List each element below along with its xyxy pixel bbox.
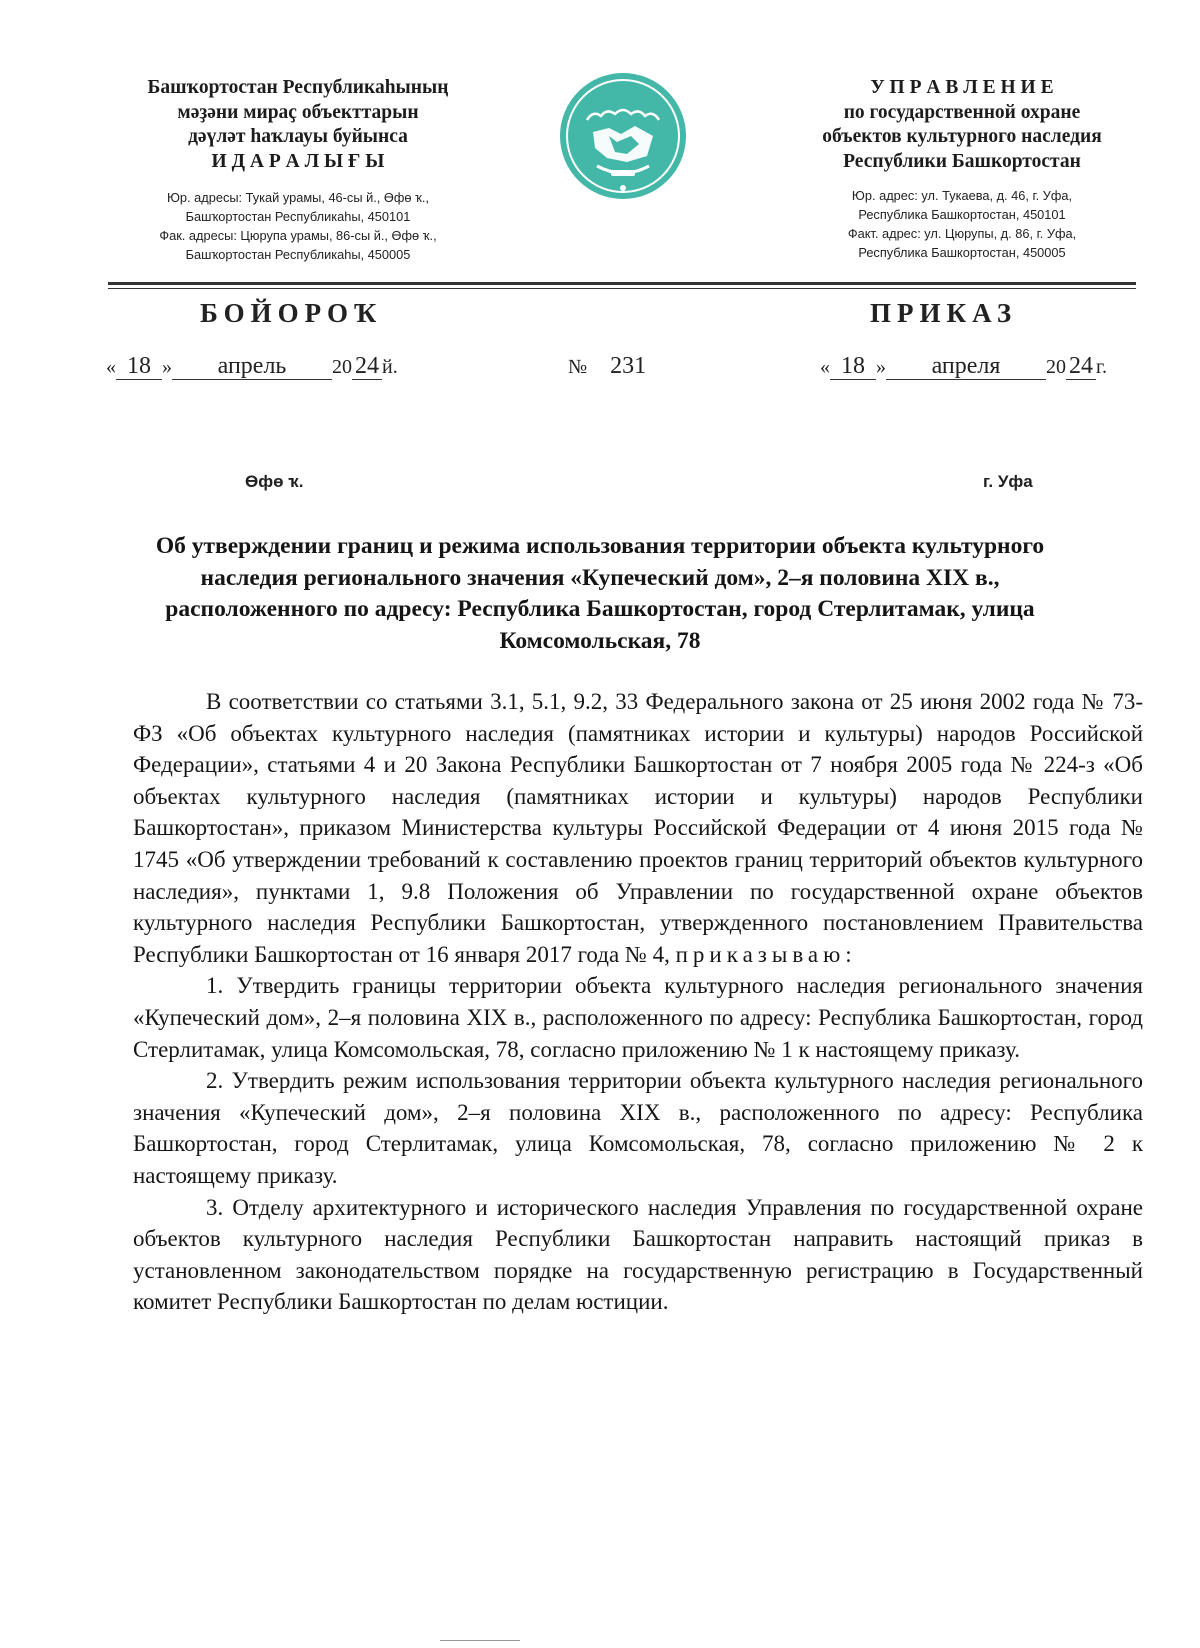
header-divider-thin bbox=[108, 288, 1136, 289]
date-right-year-suffix: 24 bbox=[1066, 353, 1096, 380]
date-right bbox=[820, 353, 1107, 380]
order-item-2: 2. Утвердить режим использования территории объекта культурного наследия регионального значения «Купеческий дом», 2–я половина XIX в., расположенного по адресу: Республика Башкортостан, город Стерлитамак, улица Комсомольская, 78, согласно приложению № 2 к настоящему приказу. bbox=[133, 1068, 1143, 1188]
city-left: Өфө ҡ. bbox=[245, 472, 304, 491]
date-right-close-quote: » bbox=[876, 356, 886, 378]
page-edge-mark bbox=[440, 1640, 520, 1641]
date-left bbox=[106, 353, 398, 380]
date-right-month: апреля bbox=[886, 353, 1046, 380]
doc-type-right: ПРИКАЗ bbox=[870, 298, 1018, 328]
order-item-3: 3. Отделу архитектурного и исторического наследия Управления по государственной охране объектов культурного наследия Республики Башкортостан направить настоящий приказ в установленном законодательством порядке на государственную регистрацию в Государственный комитет Республики Башкортостан по делам юстиции. bbox=[133, 1194, 1143, 1315]
header-left bbox=[88, 76, 508, 264]
doc-type-left: БОЙОРОҠ bbox=[200, 298, 383, 328]
date-right-year-prefix: 20 bbox=[1046, 356, 1066, 378]
document-title: Об утверждении границ и режима использования территории объекта культурного наследия регионального значения «Купеческий дом», 2–я половина XIX в., расположенного по адресу: Республика Башкортостан, город Стерлитамак, улица Комсомольская, 78 bbox=[155, 533, 1045, 654]
header-divider-thick bbox=[108, 282, 1136, 285]
header-right-address: Юр. адрес: ул. Тукаева, д. 46, г. Уфа, Республика Башкортостан, 450101 Факт. адрес: ул. Цюрупы, д. 86, г. Уфа, Республика Башкортостан, 450005 bbox=[847, 188, 1077, 260]
preamble-paragraph bbox=[133, 686, 1143, 970]
city-right: г. Уфа bbox=[983, 472, 1033, 491]
header-left-address: Юр. адресы: Тукай урамы, 46-сы й., Өфө ҡ., Башҡортостан Республикаһы, 450101 Фак. адресы: Цюрупа урамы, 86-сы й., Өфө ҡ., Башҡортостан Республикаһы, 450005 bbox=[159, 190, 437, 262]
date-left-open-quote: « bbox=[106, 356, 116, 378]
date-left-unit: й. bbox=[382, 356, 398, 378]
order-number-value: 231 bbox=[610, 353, 647, 379]
order-number bbox=[568, 353, 646, 380]
date-left-day: 18 bbox=[116, 353, 162, 380]
order-number-sign: № bbox=[568, 356, 588, 378]
preamble-text: В соответствии со статьями 3.1, 5.1, 9.2, 33 Федерального закона от 25 июня 2002 года № 73-ФЗ «Об объектах культурного наследия (памятниках истории и культуры) народов Российской Федерации», статьями 4 и 20 Закона Республики Башкортостан от 7 ноября 2005 года № 224-з «Об объектах культурного наследия (памятниках истории и культуры) народов Республики Башкортостан», приказом Министерства культуры Российской Федерации от 4 июня 2015 года № 1745 «Об утверждении требований к составлению проектов границ территорий объектов культурного наследия», пунктами 1, 9.8 Положения об Управлении по государственной охране объектов культурного наследия Республики Башкортостан, утвержденного постановлением Правительства Республики Башкортостан от 16 января 2017 года № 4, bbox=[133, 689, 1143, 967]
date-right-day: 18 bbox=[830, 353, 876, 380]
date-left-year-prefix: 20 bbox=[332, 356, 352, 378]
document-body bbox=[133, 686, 1143, 1318]
header-right bbox=[752, 76, 1172, 262]
order-word: приказываю: bbox=[675, 941, 857, 967]
order-item-1: 1. Утвердить границы территории объекта культурного наследия регионального значения «Купеческий дом», 2–я половина XIX в., расположенного по адресу: Республика Башкортостан, город Стерлитамак, улица Комсомольская, 78, согласно приложению № 1 к настоящему приказу. bbox=[133, 973, 1143, 1062]
header-left-title: Башҡортостан Республикаһының мәҙәни мираҫ объекттарын дәүләт һаҡлауы буйынса И Д А Р А Л Ы Ғ Ы bbox=[147, 77, 449, 172]
date-right-unit: г. bbox=[1096, 356, 1107, 378]
header-right-title: У П Р А В Л Е Н И Е по государственной охране объектов культурного наследия Республики Башкортостан bbox=[822, 77, 1102, 172]
date-right-open-quote: « bbox=[820, 356, 830, 378]
date-left-year-suffix: 24 bbox=[352, 353, 382, 380]
bashkortostan-coat-of-arms-icon bbox=[557, 70, 689, 202]
date-left-month: апрель bbox=[172, 353, 332, 380]
date-left-close-quote: » bbox=[162, 356, 172, 378]
